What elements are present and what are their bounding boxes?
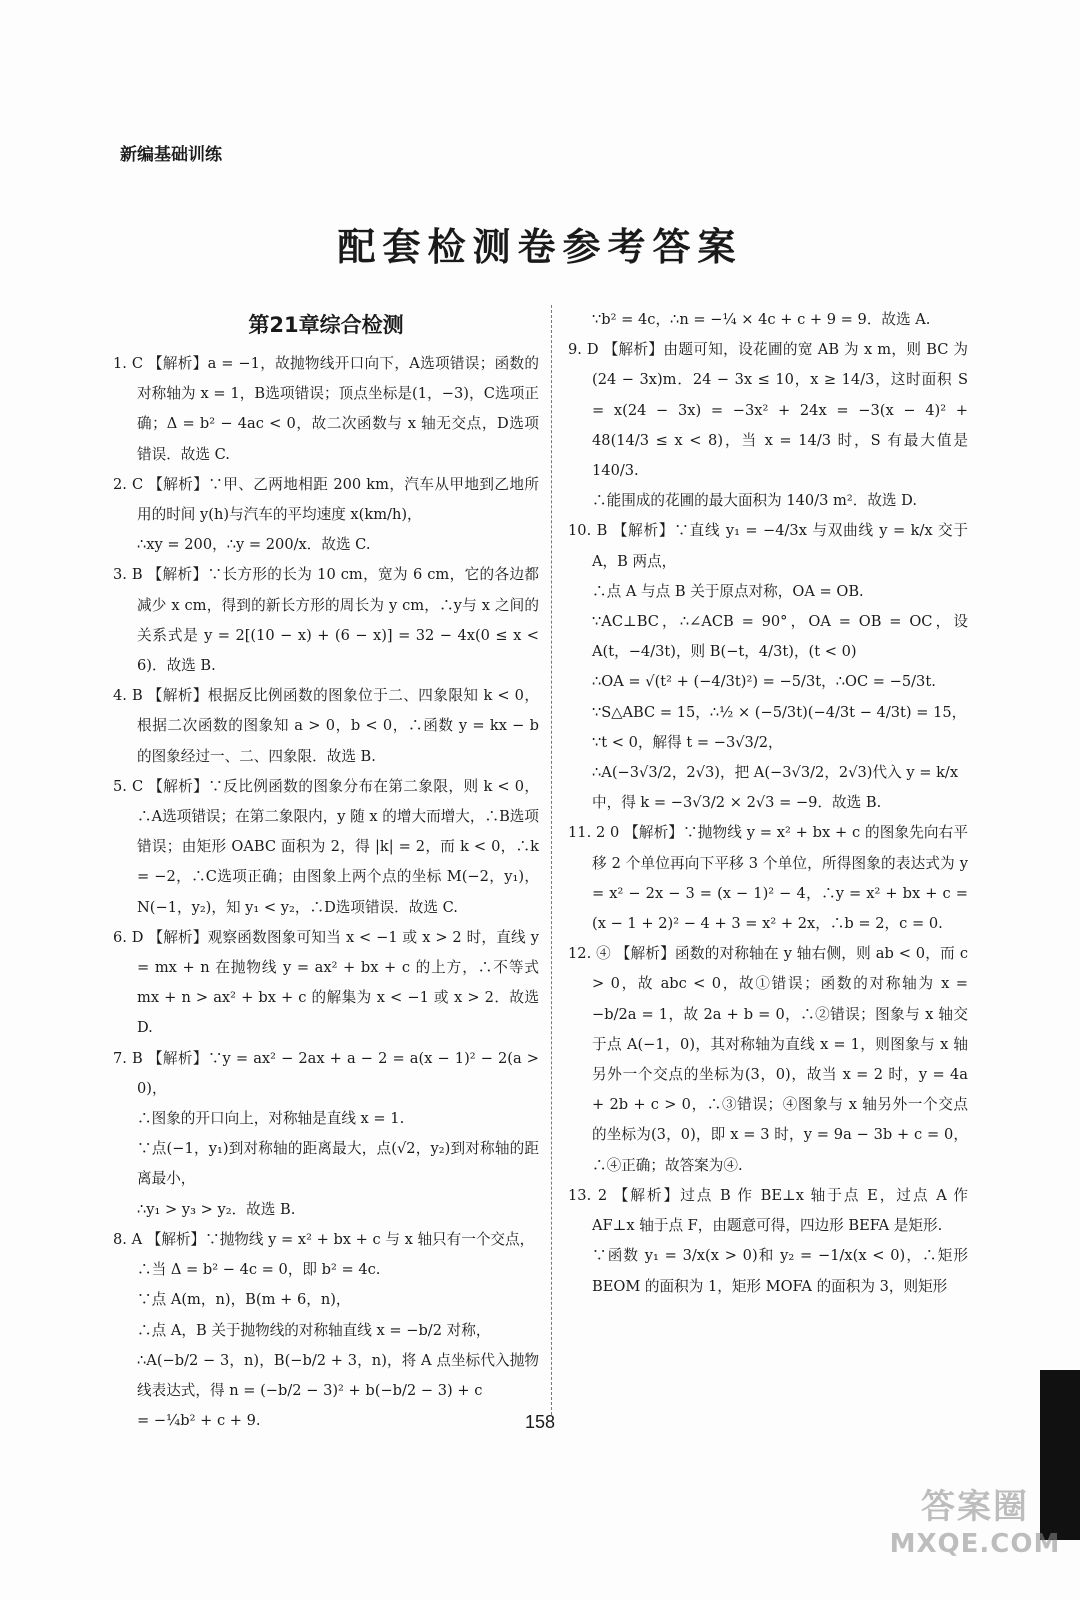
answer-line: ∵点 A(m，n)，B(m + 6，n)， bbox=[137, 1291, 351, 1309]
answer-line: ∴点 A 与点 B 关于原点对称，OA = OB. bbox=[592, 582, 864, 600]
answer-item: 1. C 【解析】a = −1，故抛物线开口向下，A选项错误；函数的对称轴为 x = 1，B选项错误；顶点坐标是(1，−3)，C选项正确；Δ = b² − 4ac < 0，故二次函数与 x 轴无交点，D选项错误．故选 C. bbox=[113, 355, 539, 463]
answer-item: 4. B 【解析】根据反比例函数的图象位于二、四象限知 k < 0，根据二次函数的图象知 a > 0，b < 0，∴函数 y = kx − b 的图象经过一、二、四象限．故选 B. bbox=[113, 687, 539, 765]
right-column bbox=[568, 305, 968, 1302]
answer-line: ∴能围成的花圃的最大面积为 140/3 m²．故选 D. bbox=[592, 492, 917, 510]
left-answer-list bbox=[113, 349, 539, 1436]
answer-line: ∵b² = 4c，∴n = −¼ × 4c + c + 9 = 9．故选 A. bbox=[592, 311, 931, 328]
answer-line: ∴OA = √(t² + (−4/3t)²) = −5/3t，∴OC = −5/3t. bbox=[592, 673, 936, 691]
answer-item: 12. ④ 【解析】函数的对称轴在 y 轴右侧，则 ab < 0，而 c > 0，故 abc < 0，故①错误；函数的对称轴为 x = −b/2a = 1，故 2a + b = 0，∴②错误；图象与 x 轴交于点 A(−1，0)，其对称轴为直线 x = 1，则图象与 x 轴另外一个交点的坐标为(3，0)，故当 x = 2 时，y = 4a + 2b + c > 0，∴③错误；④图象与 x 轴另外一个交点的坐标为(3，0)，即 x = 3 时，y = 9a − 3b + c = 0，∴④正确；故答案为④. bbox=[568, 945, 968, 1174]
answer-item: 3. B 【解析】∵长方形的长为 10 cm，宽为 6 cm，它的各边都减少 x cm，得到的新长方形的周长为 y cm，∴y与 x 之间的关系式是 y = 2[(10 − x) + (6 − x)] = 32 − 4x(0 ≤ x < 6)．故选 B. bbox=[113, 566, 539, 675]
answer-line: ∴当 Δ = b² − 4c = 0，即 b² = 4c. bbox=[137, 1261, 381, 1279]
watermark-logo-text: 答案圈 bbox=[921, 1487, 1029, 1527]
answer-line: 中，得 k = −3√3/2 × 2√3 = −9．故选 B. bbox=[592, 794, 882, 812]
watermark-url: MXQE.COM bbox=[889, 1529, 1061, 1559]
answer-line: = −¼b² + c + 9. bbox=[137, 1412, 261, 1430]
page-title: 配套检测卷参考答案 bbox=[337, 225, 743, 269]
series-header: 新编基础训练 bbox=[120, 145, 222, 165]
answer-item: 11. 2 0 【解析】∵抛物线 y = x² + bx + c 的图象先向右平移 2 个单位再向下平移 3 个单位，所得图象的表达式为 y = x² − 2x − 3 = (x − 1)² − 4，∴y = x² + bx + c = (x − 1 + 2)² − 4 + 3 = x² + 2x，∴b = 2，c = 0. bbox=[568, 824, 968, 933]
answer-item: 6. D 【解析】观察函数图象可知当 x < −1 或 x > 2 时，直线 y = mx + n 在抛物线 y = ax² + bx + c 的上方，∴不等式 mx + n > ax² + bx + c 的解集为 x < −1 或 x > 2．故选 D. bbox=[113, 928, 539, 1037]
answer-line: ∴图象的开口向上，对称轴是直线 x = 1. bbox=[137, 1110, 405, 1128]
answer-item: 13. 2 【解析】过点 B 作 BE⊥x 轴于点 E，过点 A 作 AF⊥x 轴于点 F，由题意可得，四边形 BEFA 是矩形. bbox=[568, 1186, 968, 1235]
right-answer-list bbox=[568, 305, 968, 1302]
answer-item: 10. B 【解析】∵直线 y₁ = −4/3x 与双曲线 y = k/x 交于 A，B 两点， bbox=[568, 522, 968, 570]
answer-line: ∴点 A，B 关于抛物线的对称轴直线 x = −b/2 对称， bbox=[137, 1321, 491, 1339]
answer-line: ∴y₁ > y₃ > y₂．故选 B. bbox=[137, 1200, 296, 1218]
answer-item: 5. C 【解析】∵反比例函数的图象分布在第二象限，则 k < 0，∴A选项错误；在第二象限内，y 随 x 的增大而增大，∴B选项错误；由矩形 OABC 面积为 2，得 |k| = 2，而 k < 0，∴k = −2，∴C选项正确；由图象上两个点的坐标 M(−2，y₁)，N(−1，y₂)，知 y₁ < y₂，∴D选项错误．故选 C. bbox=[113, 777, 539, 916]
answer-item: 9. D 【解析】由题可知，设花圃的宽 AB 为 x m，则 BC 为(24 − 3x)m．24 − 3x ≤ 10，x ≥ 14/3，这时面积 S = x(24 − 3x) = −3x² + 24x = −3(x − 4)² + 48(14/3 ≤ x < 8)，当 x = 14/3 时，S 有最大值是 140/3. bbox=[568, 341, 968, 480]
page-number: 158 bbox=[524, 1412, 556, 1432]
section-title: 第21章综合检测 bbox=[248, 313, 404, 337]
answer-item: 2. C 【解析】∵甲、乙两地相距 200 km，汽车从甲地到乙地所用的时间 y(h)与汽车的平均速度 x(km/h)， bbox=[113, 475, 539, 524]
answer-line: ∴A(−b/2 − 3，n)，B(−b/2 + 3，n)，将 A 点坐标代入抛物线表达式，得 n = (−b/2 − 3)² + b(−b/2 − 3) + c bbox=[137, 1351, 539, 1399]
answer-line: ∵点(−1，y₁)到对称轴的距离最大，点(√2，y₂)到对称轴的距离最小， bbox=[137, 1140, 539, 1188]
answer-item: 8. A 【解析】∵抛物线 y = x² + bx + c 与 x 轴只有一个交点， bbox=[113, 1230, 535, 1248]
answer-line: ∵S△ABC = 15，∴½ × (−5/3t)(−4/3t − 4/3t) = 15， bbox=[592, 703, 967, 721]
answer-line: ∵AC⊥BC，∴∠ACB = 90°，OA = OB = OC，设 A(t，−4/3t)，则 B(−t，4/3t)，(t < 0) bbox=[592, 613, 968, 661]
column-divider bbox=[551, 305, 552, 1415]
answer-item: 7. B 【解析】∵y = ax² − 2ax + a − 2 = a(x − 1)² − 2(a > 0)， bbox=[113, 1049, 539, 1097]
watermark-logo bbox=[880, 1485, 1070, 1595]
answer-line: ∴xy = 200，∴y = 200/x．故选 C. bbox=[137, 536, 371, 554]
answer-line: ∴A(−3√3/2，2√3)，把 A(−3√3/2，2√3)代入 y = k/x bbox=[592, 764, 959, 782]
answer-line: ∵函数 y₁ = 3/x(x > 0)和 y₂ = −1/x(x < 0)，∴矩形 BEOM 的面积为 1，矩形 MOFA 的面积为 3，则矩形 bbox=[592, 1247, 968, 1295]
left-column bbox=[113, 305, 539, 1436]
answer-line: ∵t < 0，解得 t = −3√3/2， bbox=[592, 733, 783, 751]
